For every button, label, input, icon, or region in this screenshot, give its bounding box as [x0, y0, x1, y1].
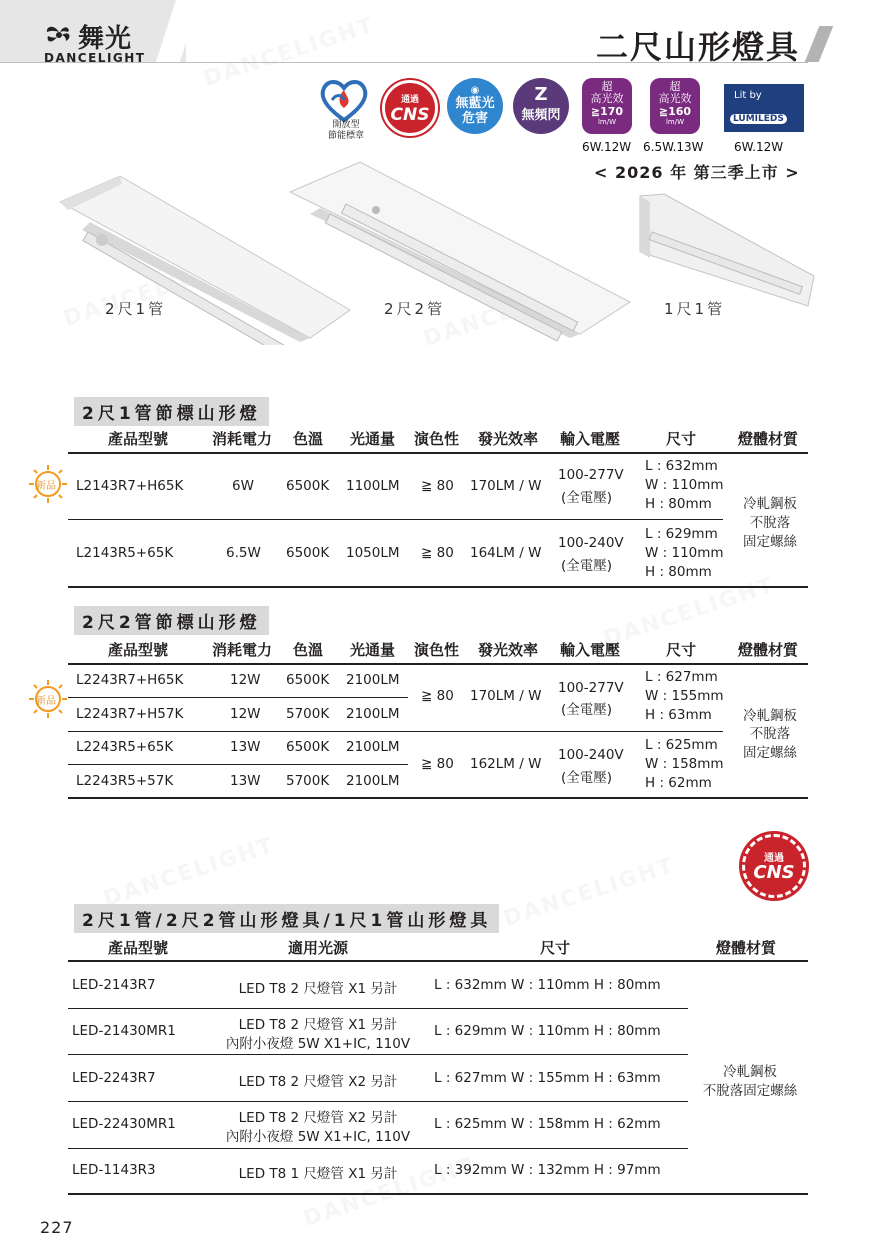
- s1-header-voltage: 輸入電壓: [560, 430, 621, 448]
- s1-r1-lumen: 1100LM: [346, 478, 400, 494]
- s3-r1-source: LED T8 2 尺燈管 X1 另計: [238, 981, 398, 997]
- s3-r2-size: L : 629mm W : 110mm H : 80mm: [434, 1023, 661, 1039]
- s3-r5-model: LED-1143R3: [72, 1162, 156, 1178]
- s3-header-model: 產品型號: [108, 939, 169, 957]
- s2-g1-voltage-note: (全電壓): [561, 702, 613, 718]
- s2-g1-size-w: W : 155mm: [645, 688, 724, 704]
- s1-row-rule: [68, 519, 723, 520]
- s1-header-model: 產品型號: [108, 430, 169, 448]
- s2-g1-voltage: 100-277V: [558, 680, 624, 696]
- s2-row-rule: [68, 697, 408, 698]
- s2-g2-voltage-note: (全電壓): [561, 770, 613, 786]
- s1-r2-model: L2143R5+65K: [76, 545, 174, 561]
- s2-r4-lumen: 2100LM: [346, 773, 400, 789]
- s3-r5-source: LED T8 1 尺燈管 X1 另計: [238, 1166, 398, 1182]
- section3-title: 2尺1管/2尺2管山形燈具/1尺1管山形燈具: [74, 904, 499, 933]
- eff170-unit: lm/W: [597, 118, 617, 126]
- s1-r2-cri: ≧ 80: [421, 545, 454, 561]
- s2-r2-lumen: 2100LM: [346, 706, 400, 722]
- s2-g1-cri: ≧ 80: [421, 688, 454, 704]
- section2-title: 2尺2管節標山形燈: [74, 606, 269, 635]
- s2-r4-power: 13W: [230, 773, 261, 789]
- s2-g2-size-w: W : 158mm: [645, 756, 724, 772]
- s1-r2-voltage-note: (全電壓): [561, 558, 613, 574]
- lumileds-badge: [724, 84, 804, 132]
- eff160-unit: lm/W: [665, 118, 685, 126]
- s2-header-material: 燈體材質: [738, 641, 799, 659]
- s3-r1-size: L : 632mm W : 110mm H : 80mm: [434, 977, 661, 993]
- s2-g1-eff: 170LM / W: [470, 688, 542, 704]
- s2-r1-cct: 6500K: [286, 672, 330, 688]
- s1-material-2: 不脫落: [749, 515, 791, 531]
- s1-r2-eff: 164LM / W: [470, 545, 542, 561]
- eff160-value: ≧160: [658, 105, 692, 118]
- s3-r4-source: LED T8 2 尺燈管 X2 另計: [238, 1110, 398, 1126]
- s2-new-badge-text: 新品: [36, 696, 56, 707]
- s1-r2-size-h: H : 80mm: [645, 564, 712, 580]
- s1-bottom-rule: [68, 586, 808, 588]
- eff170-value: ≧170: [590, 105, 624, 118]
- s2-r3-cct: 6500K: [286, 739, 330, 755]
- s3-r4-size: L : 625mm W : 158mm H : 62mm: [434, 1116, 661, 1132]
- s2-material-1: 冷軋鋼板: [743, 708, 797, 724]
- no-flicker-text: 無頻閃: [521, 108, 561, 123]
- no-blue-light-badge: [447, 78, 503, 134]
- page-number: 227: [40, 1218, 74, 1237]
- s2-row-rule: [68, 764, 408, 765]
- no-blue-light-text: 無藍光 危害: [455, 96, 495, 126]
- s2-bottom-rule: [68, 797, 808, 799]
- s3-r4-model: LED-22430MR1: [72, 1116, 176, 1132]
- s1-r1-size-l: L : 632mm: [645, 458, 718, 474]
- cns-seal-main: CNS: [753, 862, 795, 883]
- cns-top-text: 通過: [400, 95, 419, 105]
- s1-material-3: 固定螺絲: [743, 534, 797, 550]
- dancelight-logo-icon: [44, 22, 74, 48]
- s2-r2-power: 12W: [230, 706, 261, 722]
- s2-material-2: 不脫落: [749, 726, 791, 742]
- s1-header-lumen: 光通量: [350, 430, 396, 448]
- eff170-top: 超 高光效: [590, 80, 624, 105]
- s2-g1-size-h: H : 63mm: [645, 707, 712, 723]
- s1-r1-voltage: 100-277V: [558, 467, 624, 483]
- s1-material-1: 冷軋鋼板: [743, 496, 797, 512]
- energy-label-icon: [318, 78, 370, 122]
- s2-r2-model: L2243R7+H57K: [76, 706, 184, 722]
- s2-header-size: 尺寸: [666, 641, 697, 659]
- s2-g2-size-l: L : 625mm: [645, 737, 718, 753]
- cns-seal-top: 通過: [764, 853, 784, 864]
- s1-header-eff: 發光效率: [478, 430, 539, 448]
- s3-r4-source-note: 內附小夜燈 5W X1+IC, 110V: [225, 1129, 411, 1145]
- s3-row-rule: [68, 1008, 688, 1009]
- s1-new-badge-text: 新品: [36, 481, 56, 492]
- product-label-2ft-2tube: 2尺2管: [384, 300, 446, 318]
- s3-material-1: 冷軋鋼板: [723, 1064, 777, 1080]
- s2-r4-cct: 5700K: [286, 773, 330, 789]
- lumileds-note: 6W.12W: [734, 140, 784, 154]
- s2-r1-lumen: 2100LM: [346, 672, 400, 688]
- cns-text: CNS: [390, 105, 430, 125]
- product-1ft-1tube-image: [636, 192, 818, 310]
- energy-label-text: 開放型 節能標章: [327, 120, 364, 141]
- s1-r1-size-w: W : 110mm: [645, 477, 724, 493]
- s3-row-rule: [68, 1101, 688, 1102]
- s3-r2-model: LED-21430MR1: [72, 1023, 176, 1039]
- s3-bottom-rule: [68, 1193, 808, 1195]
- efficiency-170-badge: [582, 78, 632, 134]
- s1-r1-size-h: H : 80mm: [645, 496, 712, 512]
- s1-r1-power: 6W: [232, 478, 254, 494]
- brand-name-en: DANCELIGHT: [44, 51, 146, 65]
- lumileds-text: LUMILEDS: [730, 114, 787, 124]
- s2-r3-power: 13W: [230, 739, 261, 755]
- s2-g1-size-l: L : 627mm: [645, 669, 718, 685]
- s2-r3-lumen: 2100LM: [346, 739, 400, 755]
- s2-g2-eff: 162LM / W: [470, 756, 542, 772]
- s3-header-rule: [68, 960, 808, 962]
- s1-r2-power: 6.5W: [226, 545, 261, 561]
- s1-header-rule: [68, 452, 808, 454]
- s2-header-voltage: 輸入電壓: [560, 641, 621, 659]
- s2-header-model: 產品型號: [108, 641, 169, 659]
- s2-header-cct: 色溫: [293, 641, 324, 659]
- s3-r5-size: L : 392mm W : 132mm H : 97mm: [434, 1162, 661, 1178]
- s2-r1-model: L2243R7+H65K: [76, 672, 184, 688]
- s2-row-rule: [68, 731, 723, 732]
- cns-badge-top: [382, 80, 438, 136]
- brand-name-cn: 舞光: [78, 24, 133, 54]
- s2-header-power: 消耗電力: [212, 641, 273, 659]
- page-title: 二尺山形燈具: [595, 28, 800, 66]
- s1-header-size: 尺寸: [666, 430, 697, 448]
- s2-material-3: 固定螺絲: [743, 745, 797, 761]
- s2-header-eff: 發光效率: [478, 641, 539, 659]
- cns-seal-badge: [742, 834, 806, 898]
- no-flicker-badge: [513, 78, 569, 134]
- s3-r3-source: LED T8 2 尺燈管 X2 另計: [238, 1074, 398, 1090]
- s3-header-source: 適用光源: [288, 939, 349, 957]
- s3-r2-source: LED T8 2 尺燈管 X1 另計: [238, 1017, 398, 1033]
- s1-header-cct: 色溫: [293, 430, 324, 448]
- product-label-1ft-1tube: 1尺1管: [664, 300, 726, 318]
- s3-r2-source-note: 內附小夜燈 5W X1+IC, 110V: [225, 1036, 411, 1052]
- eff170-note: 6W.12W: [582, 140, 632, 154]
- s1-r1-cct: 6500K: [286, 478, 330, 494]
- product-label-2ft-1tube: 2尺1管: [105, 300, 167, 318]
- efficiency-160-badge: [650, 78, 700, 134]
- product-2ft-2tube-image: [280, 152, 635, 342]
- s1-header-power: 消耗電力: [212, 430, 273, 448]
- s2-r3-model: L2243R5+65K: [76, 739, 174, 755]
- s2-r1-power: 12W: [230, 672, 261, 688]
- s2-header-rule: [68, 663, 808, 665]
- s1-r1-model: L2143R7+H65K: [76, 478, 184, 494]
- flicker-icon: Z: [534, 84, 548, 105]
- title-accent: [805, 26, 834, 62]
- s2-header-cri: 演色性: [414, 641, 460, 659]
- s1-r2-size-w: W : 110mm: [645, 545, 724, 561]
- lumileds-top: Lit by: [734, 90, 762, 101]
- section1-title: 2尺1管節標山形燈: [74, 397, 269, 426]
- s1-r2-lumen: 1050LM: [346, 545, 400, 561]
- s1-header-material: 燈體材質: [738, 430, 799, 448]
- s1-header-cri: 演色性: [414, 430, 460, 448]
- s3-r3-size: L : 627mm W : 155mm H : 63mm: [434, 1070, 661, 1086]
- s1-r2-voltage: 100-240V: [558, 535, 624, 551]
- s2-g2-size-h: H : 62mm: [645, 775, 712, 791]
- s3-header-material: 燈體材質: [716, 939, 777, 957]
- s2-header-lumen: 光通量: [350, 641, 396, 659]
- s3-r3-model: LED-2243R7: [72, 1070, 156, 1086]
- s2-g2-cri: ≧ 80: [421, 756, 454, 772]
- eff160-top: 超 高光效: [658, 80, 692, 105]
- eff160-note: 6.5W.13W: [643, 140, 704, 154]
- s3-material-2: 不脫落固定螺絲: [702, 1083, 798, 1099]
- s1-r2-size-l: L : 629mm: [645, 526, 718, 542]
- s2-g2-voltage: 100-240V: [558, 747, 624, 763]
- s3-r1-model: LED-2143R7: [72, 977, 156, 993]
- s1-r1-voltage-note: (全電壓): [561, 490, 613, 506]
- s3-header-size: 尺寸: [540, 939, 571, 957]
- s1-r1-cri: ≧ 80: [421, 478, 454, 494]
- s3-row-rule: [68, 1054, 688, 1055]
- s1-r2-cct: 6500K: [286, 545, 330, 561]
- s3-row-rule: [68, 1148, 688, 1149]
- s2-r2-cct: 5700K: [286, 706, 330, 722]
- eye-icon: ◉: [470, 85, 480, 96]
- s2-r4-model: L2243R5+57K: [76, 773, 174, 789]
- s1-r1-eff: 170LM / W: [470, 478, 542, 494]
- launch-note: < 2026 年 第三季上市 >: [594, 163, 800, 182]
